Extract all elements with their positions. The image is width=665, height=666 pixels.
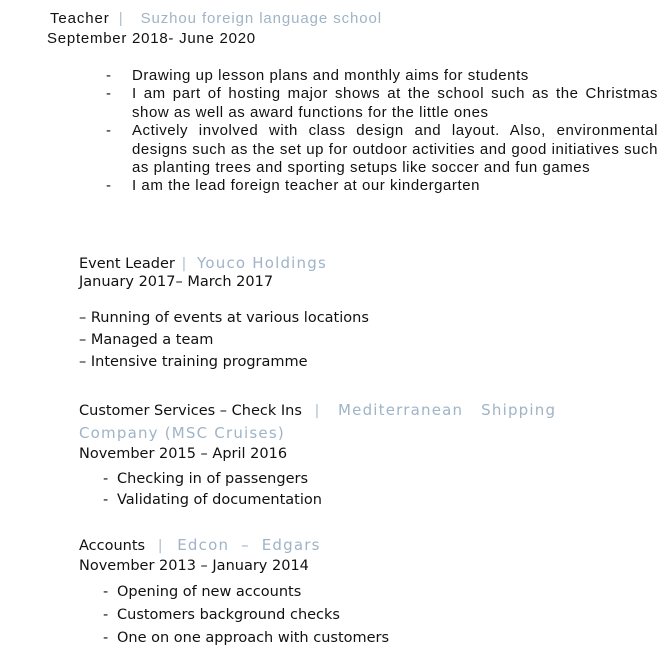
- list-item: - Customers background checks: [103, 604, 389, 627]
- list-item: – Intensive training programme: [79, 354, 308, 370]
- job-title: Accounts: [79, 538, 146, 554]
- job-bullet-list: [79, 307, 369, 373]
- job-dates: September 2018- June 2020: [47, 30, 256, 47]
- job-header-accounts: [79, 536, 321, 554]
- title-separator: |: [181, 256, 187, 272]
- list-item: - Opening of new accounts: [103, 581, 389, 604]
- job-header-customer-services: [79, 401, 556, 419]
- job-dates: January 2017– March 2017: [79, 274, 274, 290]
- list-item: – Managed a team: [79, 332, 214, 348]
- list-item: - Drawing up lesson plans and monthly aims for students: [106, 67, 529, 84]
- title-separator: |: [314, 403, 320, 419]
- bullet-dash: -: [106, 67, 112, 84]
- bullet-dash: -: [103, 630, 109, 646]
- job-title: Customer Services – Check Ins: [79, 403, 302, 419]
- list-item: – Running of events at various locations: [79, 310, 369, 326]
- bullet-dash: -: [106, 85, 112, 103]
- bullet-dash: -: [106, 177, 112, 195]
- job-dates: November 2015 – April 2016: [79, 446, 288, 462]
- company-name: Edcon – Edgars: [177, 536, 321, 554]
- company-name: Mediterranean Shipping: [338, 401, 557, 419]
- title-separator: |: [118, 10, 124, 27]
- job-title: Event Leader: [79, 256, 175, 272]
- company-name-continued: Company (MSC Cruises): [79, 424, 285, 442]
- list-item: - Validating of documentation: [103, 490, 322, 511]
- job-bullet-list: [106, 67, 658, 196]
- job-title: Teacher: [50, 10, 110, 27]
- list-item: - One on one approach with customers: [103, 627, 389, 650]
- company-name: Suzhou foreign language school: [140, 10, 382, 27]
- job-bullet-list: [103, 469, 322, 511]
- bullet-dash: -: [103, 607, 109, 623]
- list-item: - Actively involved with class design and layout. Also, environmental designs such as the set up for outdoor activities and good initiatives such as planting trees and sporting setups like soccer and fun games: [106, 122, 658, 177]
- list-item: - I am the lead foreign teacher at our kindergarten: [106, 177, 480, 195]
- job-bullet-list: [103, 581, 389, 650]
- title-separator: |: [157, 538, 163, 554]
- bullet-dash: -: [106, 122, 112, 140]
- company-name: Youco Holdings: [196, 254, 327, 272]
- list-item: - Checking in of passengers: [103, 469, 322, 490]
- bullet-dash: -: [103, 471, 109, 487]
- bullet-dash: -: [103, 492, 109, 508]
- job-header-event-leader: [79, 254, 327, 272]
- job-header-teacher: [50, 10, 382, 27]
- bullet-dash: -: [103, 584, 109, 600]
- job-dates: November 2013 – January 2014: [79, 558, 309, 574]
- list-item: - I am part of hosting major shows at the school such as the Christmas show as well as award functions for the little ones: [106, 85, 658, 121]
